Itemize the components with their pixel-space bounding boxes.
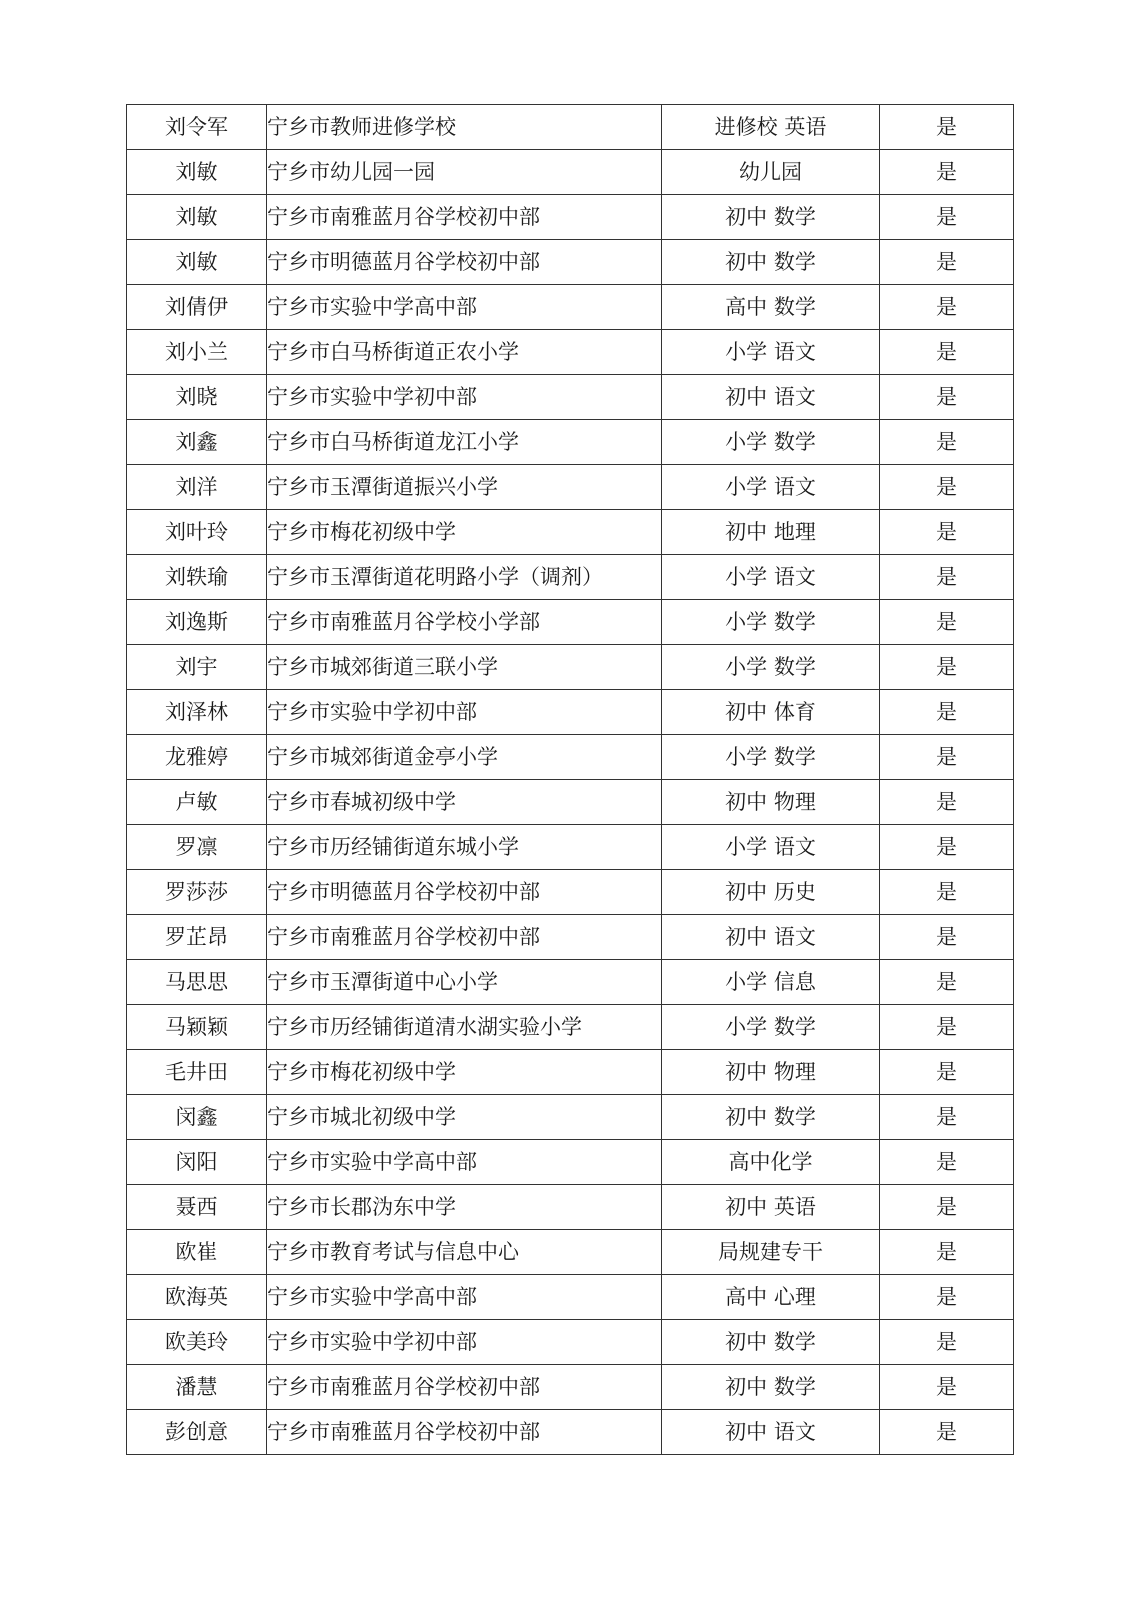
teacher-name-cell: 刘泽林 bbox=[127, 690, 267, 735]
table-row bbox=[127, 915, 1014, 960]
teacher-name-cell: 刘小兰 bbox=[127, 330, 267, 375]
teacher-name-cell: 刘洋 bbox=[127, 465, 267, 510]
status-cell: 是 bbox=[880, 600, 1014, 645]
school-cell: 宁乡市实验中学高中部 bbox=[267, 1140, 662, 1185]
teacher-name-cell: 刘敏 bbox=[127, 195, 267, 240]
subject-cell: 初中 数学 bbox=[662, 1320, 880, 1365]
subject-cell: 小学 数学 bbox=[662, 420, 880, 465]
subject-cell: 高中 心理 bbox=[662, 1275, 880, 1320]
teacher-name-cell: 罗芷昂 bbox=[127, 915, 267, 960]
teacher-name-cell: 聂西 bbox=[127, 1185, 267, 1230]
status-cell: 是 bbox=[880, 1095, 1014, 1140]
subject-cell: 小学 语文 bbox=[662, 555, 880, 600]
subject-cell: 小学 数学 bbox=[662, 1005, 880, 1050]
subject-cell: 局规建专干 bbox=[662, 1230, 880, 1275]
status-cell: 是 bbox=[880, 870, 1014, 915]
subject-cell: 高中 数学 bbox=[662, 285, 880, 330]
subject-cell: 小学 数学 bbox=[662, 735, 880, 780]
subject-cell: 初中 语文 bbox=[662, 1410, 880, 1455]
school-cell: 宁乡市城郊街道金亭小学 bbox=[267, 735, 662, 780]
table-row bbox=[127, 780, 1014, 825]
teacher-name-cell: 刘宇 bbox=[127, 645, 267, 690]
teacher-name-cell: 龙雅婷 bbox=[127, 735, 267, 780]
status-cell: 是 bbox=[880, 195, 1014, 240]
school-cell: 宁乡市历经铺街道清水湖实验小学 bbox=[267, 1005, 662, 1050]
status-cell: 是 bbox=[880, 510, 1014, 555]
school-cell: 宁乡市南雅蓝月谷学校初中部 bbox=[267, 1365, 662, 1410]
school-cell: 宁乡市南雅蓝月谷学校小学部 bbox=[267, 600, 662, 645]
table-row bbox=[127, 150, 1014, 195]
school-cell: 宁乡市实验中学高中部 bbox=[267, 1275, 662, 1320]
school-cell: 宁乡市历经铺街道东城小学 bbox=[267, 825, 662, 870]
table-row bbox=[127, 285, 1014, 330]
table-row bbox=[127, 1005, 1014, 1050]
table-row bbox=[127, 1365, 1014, 1410]
subject-cell: 初中 体育 bbox=[662, 690, 880, 735]
teacher-name-cell: 潘慧 bbox=[127, 1365, 267, 1410]
school-cell: 宁乡市实验中学初中部 bbox=[267, 690, 662, 735]
table-row bbox=[127, 735, 1014, 780]
school-cell: 宁乡市白马桥街道正农小学 bbox=[267, 330, 662, 375]
teacher-name-cell: 刘倩伊 bbox=[127, 285, 267, 330]
school-cell: 宁乡市实验中学初中部 bbox=[267, 1320, 662, 1365]
subject-cell: 初中 数学 bbox=[662, 195, 880, 240]
teacher-name-cell: 卢敏 bbox=[127, 780, 267, 825]
subject-cell: 小学 信息 bbox=[662, 960, 880, 1005]
school-cell: 宁乡市梅花初级中学 bbox=[267, 510, 662, 555]
table-row bbox=[127, 465, 1014, 510]
teacher-name-cell: 刘晓 bbox=[127, 375, 267, 420]
table-row bbox=[127, 1410, 1014, 1455]
status-cell: 是 bbox=[880, 645, 1014, 690]
school-cell: 宁乡市梅花初级中学 bbox=[267, 1050, 662, 1095]
teacher-name-cell: 刘敏 bbox=[127, 150, 267, 195]
status-cell: 是 bbox=[880, 1005, 1014, 1050]
table-row bbox=[127, 960, 1014, 1005]
status-cell: 是 bbox=[880, 1050, 1014, 1095]
table-row bbox=[127, 1050, 1014, 1095]
school-cell: 宁乡市明德蓝月谷学校初中部 bbox=[267, 870, 662, 915]
status-cell: 是 bbox=[880, 555, 1014, 600]
table-row bbox=[127, 420, 1014, 465]
school-cell: 宁乡市南雅蓝月谷学校初中部 bbox=[267, 915, 662, 960]
status-cell: 是 bbox=[880, 420, 1014, 465]
table-row bbox=[127, 240, 1014, 285]
status-cell: 是 bbox=[880, 960, 1014, 1005]
teacher-name-cell: 马颖颖 bbox=[127, 1005, 267, 1050]
teacher-name-cell: 彭创意 bbox=[127, 1410, 267, 1455]
table-row bbox=[127, 1185, 1014, 1230]
subject-cell: 初中 物理 bbox=[662, 1050, 880, 1095]
school-cell: 宁乡市实验中学高中部 bbox=[267, 285, 662, 330]
status-cell: 是 bbox=[880, 1410, 1014, 1455]
teacher-name-cell: 刘叶玲 bbox=[127, 510, 267, 555]
table-row bbox=[127, 1230, 1014, 1275]
subject-cell: 初中 地理 bbox=[662, 510, 880, 555]
subject-cell: 初中 语文 bbox=[662, 915, 880, 960]
status-cell: 是 bbox=[880, 285, 1014, 330]
teacher-name-cell: 刘敏 bbox=[127, 240, 267, 285]
status-cell: 是 bbox=[880, 780, 1014, 825]
school-cell: 宁乡市玉潭街道中心小学 bbox=[267, 960, 662, 1005]
subject-cell: 高中化学 bbox=[662, 1140, 880, 1185]
status-cell: 是 bbox=[880, 1320, 1014, 1365]
table-row bbox=[127, 510, 1014, 555]
teacher-name-cell: 欧海英 bbox=[127, 1275, 267, 1320]
subject-cell: 初中 英语 bbox=[662, 1185, 880, 1230]
table-row bbox=[127, 1140, 1014, 1185]
subject-cell: 初中 物理 bbox=[662, 780, 880, 825]
subject-cell: 小学 语文 bbox=[662, 330, 880, 375]
subject-cell: 小学 数学 bbox=[662, 600, 880, 645]
table-row bbox=[127, 105, 1014, 150]
school-cell: 宁乡市教育考试与信息中心 bbox=[267, 1230, 662, 1275]
school-cell: 宁乡市白马桥街道龙江小学 bbox=[267, 420, 662, 465]
table-row bbox=[127, 330, 1014, 375]
subject-cell: 初中 语文 bbox=[662, 375, 880, 420]
subject-cell: 初中 数学 bbox=[662, 1365, 880, 1410]
school-cell: 宁乡市城北初级中学 bbox=[267, 1095, 662, 1140]
table-row bbox=[127, 195, 1014, 240]
teacher-name-cell: 罗凛 bbox=[127, 825, 267, 870]
status-cell: 是 bbox=[880, 915, 1014, 960]
status-cell: 是 bbox=[880, 375, 1014, 420]
teacher-name-cell: 欧崔 bbox=[127, 1230, 267, 1275]
teacher-name-cell: 刘鑫 bbox=[127, 420, 267, 465]
subject-cell: 小学 语文 bbox=[662, 465, 880, 510]
status-cell: 是 bbox=[880, 1365, 1014, 1410]
teacher-name-cell: 欧美玲 bbox=[127, 1320, 267, 1365]
teacher-name-cell: 刘轶瑜 bbox=[127, 555, 267, 600]
table-row bbox=[127, 690, 1014, 735]
status-cell: 是 bbox=[880, 1140, 1014, 1185]
school-cell: 宁乡市城郊街道三联小学 bbox=[267, 645, 662, 690]
subject-cell: 进修校 英语 bbox=[662, 105, 880, 150]
subject-cell: 初中 数学 bbox=[662, 1095, 880, 1140]
school-cell: 宁乡市南雅蓝月谷学校初中部 bbox=[267, 195, 662, 240]
school-cell: 宁乡市春城初级中学 bbox=[267, 780, 662, 825]
subject-cell: 幼儿园 bbox=[662, 150, 880, 195]
teacher-name-cell: 马思思 bbox=[127, 960, 267, 1005]
table-row bbox=[127, 375, 1014, 420]
teacher-name-cell: 闵鑫 bbox=[127, 1095, 267, 1140]
teacher-name-cell: 毛井田 bbox=[127, 1050, 267, 1095]
subject-cell: 小学 语文 bbox=[662, 825, 880, 870]
table-row bbox=[127, 645, 1014, 690]
school-cell: 宁乡市玉潭街道振兴小学 bbox=[267, 465, 662, 510]
school-cell: 宁乡市明德蓝月谷学校初中部 bbox=[267, 240, 662, 285]
school-cell: 宁乡市教师进修学校 bbox=[267, 105, 662, 150]
status-cell: 是 bbox=[880, 735, 1014, 780]
school-cell: 宁乡市幼儿园一园 bbox=[267, 150, 662, 195]
school-cell: 宁乡市长郡沩东中学 bbox=[267, 1185, 662, 1230]
school-cell: 宁乡市实验中学初中部 bbox=[267, 375, 662, 420]
school-cell: 宁乡市南雅蓝月谷学校初中部 bbox=[267, 1410, 662, 1455]
status-cell: 是 bbox=[880, 825, 1014, 870]
school-cell: 宁乡市玉潭街道花明路小学（调剂） bbox=[267, 555, 662, 600]
status-cell: 是 bbox=[880, 150, 1014, 195]
teacher-name-cell: 闵阳 bbox=[127, 1140, 267, 1185]
status-cell: 是 bbox=[880, 330, 1014, 375]
status-cell: 是 bbox=[880, 1185, 1014, 1230]
table-row bbox=[127, 1095, 1014, 1140]
teacher-name-cell: 刘逸斯 bbox=[127, 600, 267, 645]
teacher-name-cell: 罗莎莎 bbox=[127, 870, 267, 915]
table-row bbox=[127, 1275, 1014, 1320]
status-cell: 是 bbox=[880, 105, 1014, 150]
subject-cell: 初中 数学 bbox=[662, 240, 880, 285]
table-row bbox=[127, 1320, 1014, 1365]
status-cell: 是 bbox=[880, 1230, 1014, 1275]
subject-cell: 初中 历史 bbox=[662, 870, 880, 915]
teacher-name-cell: 刘令军 bbox=[127, 105, 267, 150]
table-row bbox=[127, 555, 1014, 600]
roster-table-body bbox=[127, 105, 1014, 1455]
table-row bbox=[127, 825, 1014, 870]
status-cell: 是 bbox=[880, 690, 1014, 735]
table-row bbox=[127, 870, 1014, 915]
subject-cell: 小学 数学 bbox=[662, 645, 880, 690]
status-cell: 是 bbox=[880, 465, 1014, 510]
table-row bbox=[127, 600, 1014, 645]
status-cell: 是 bbox=[880, 240, 1014, 285]
status-cell: 是 bbox=[880, 1275, 1014, 1320]
roster-table bbox=[126, 104, 1014, 1455]
